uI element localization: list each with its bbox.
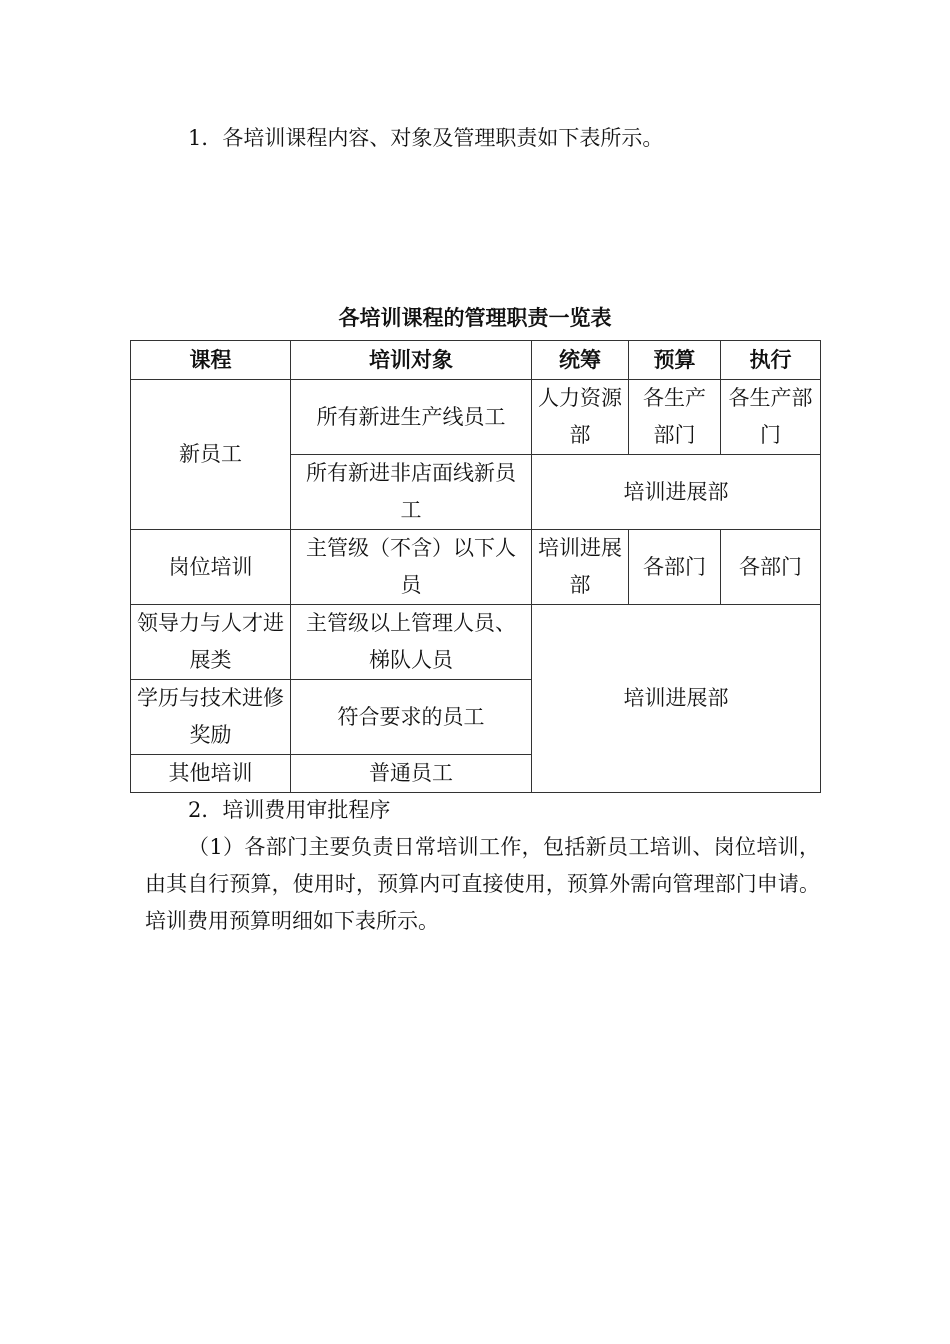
cell-course-education: 学历与技术进修奖励 xyxy=(131,680,291,755)
cell-target-managers: 主管级以上管理人员、梯队人员 xyxy=(291,605,532,680)
header-course: 课程 xyxy=(131,341,291,380)
section-2-paragraph: （1）各部门主要负责日常培训工作，包括新员工培训、岗位培训，由其自行预算，使用时，预算内可直接使用，预算外需向管理部门申请。培训费用预算明细如下表所示。 xyxy=(145,835,820,933)
cell-coord-training-dept: 培训进展部 xyxy=(532,530,629,605)
cell-merged-training-dept: 培训进展部 xyxy=(532,455,821,530)
cell-course-post-training: 岗位培训 xyxy=(131,530,291,605)
cell-coord-hr: 人力资源部 xyxy=(532,380,629,455)
cell-course-other: 其他培训 xyxy=(131,755,291,793)
cell-target-general: 普通员工 xyxy=(291,755,532,793)
cell-merged-training-dept-2: 培训进展部 xyxy=(532,605,821,793)
cell-budget-departments: 各部门 xyxy=(629,530,721,605)
cell-target-below-supervisor: 主管级（不含）以下人员 xyxy=(291,530,532,605)
header-budget: 预算 xyxy=(629,341,721,380)
cell-exec-departments: 各部门 xyxy=(721,530,821,605)
cell-budget-production: 各生产部门 xyxy=(629,380,721,455)
table-row xyxy=(131,605,821,680)
table-row xyxy=(131,530,821,605)
header-target: 培训对象 xyxy=(291,341,532,380)
cell-target-qualified: 符合要求的员工 xyxy=(291,680,532,755)
section-2-heading: 2．培训费用审批程序 xyxy=(188,798,391,822)
table-title: 各培训课程的管理职责一览表 xyxy=(338,306,612,330)
table-header-row xyxy=(131,341,821,380)
cell-target-new-non-store: 所有新进非店面线新员工 xyxy=(291,455,532,530)
cell-course-leadership: 领导力与人才进展类 xyxy=(131,605,291,680)
header-execution: 执行 xyxy=(721,341,821,380)
responsibility-table xyxy=(130,340,821,793)
cell-target-new-production: 所有新进生产线员工 xyxy=(291,380,532,455)
cell-course-new-staff: 新员工 xyxy=(131,380,291,530)
cell-exec-production: 各生产部门 xyxy=(721,380,821,455)
header-coordination: 统筹 xyxy=(532,341,629,380)
intro-item-1: 1．各培训课程内容、对象及管理职责如下表所示。 xyxy=(188,126,664,150)
table-row xyxy=(131,380,821,455)
